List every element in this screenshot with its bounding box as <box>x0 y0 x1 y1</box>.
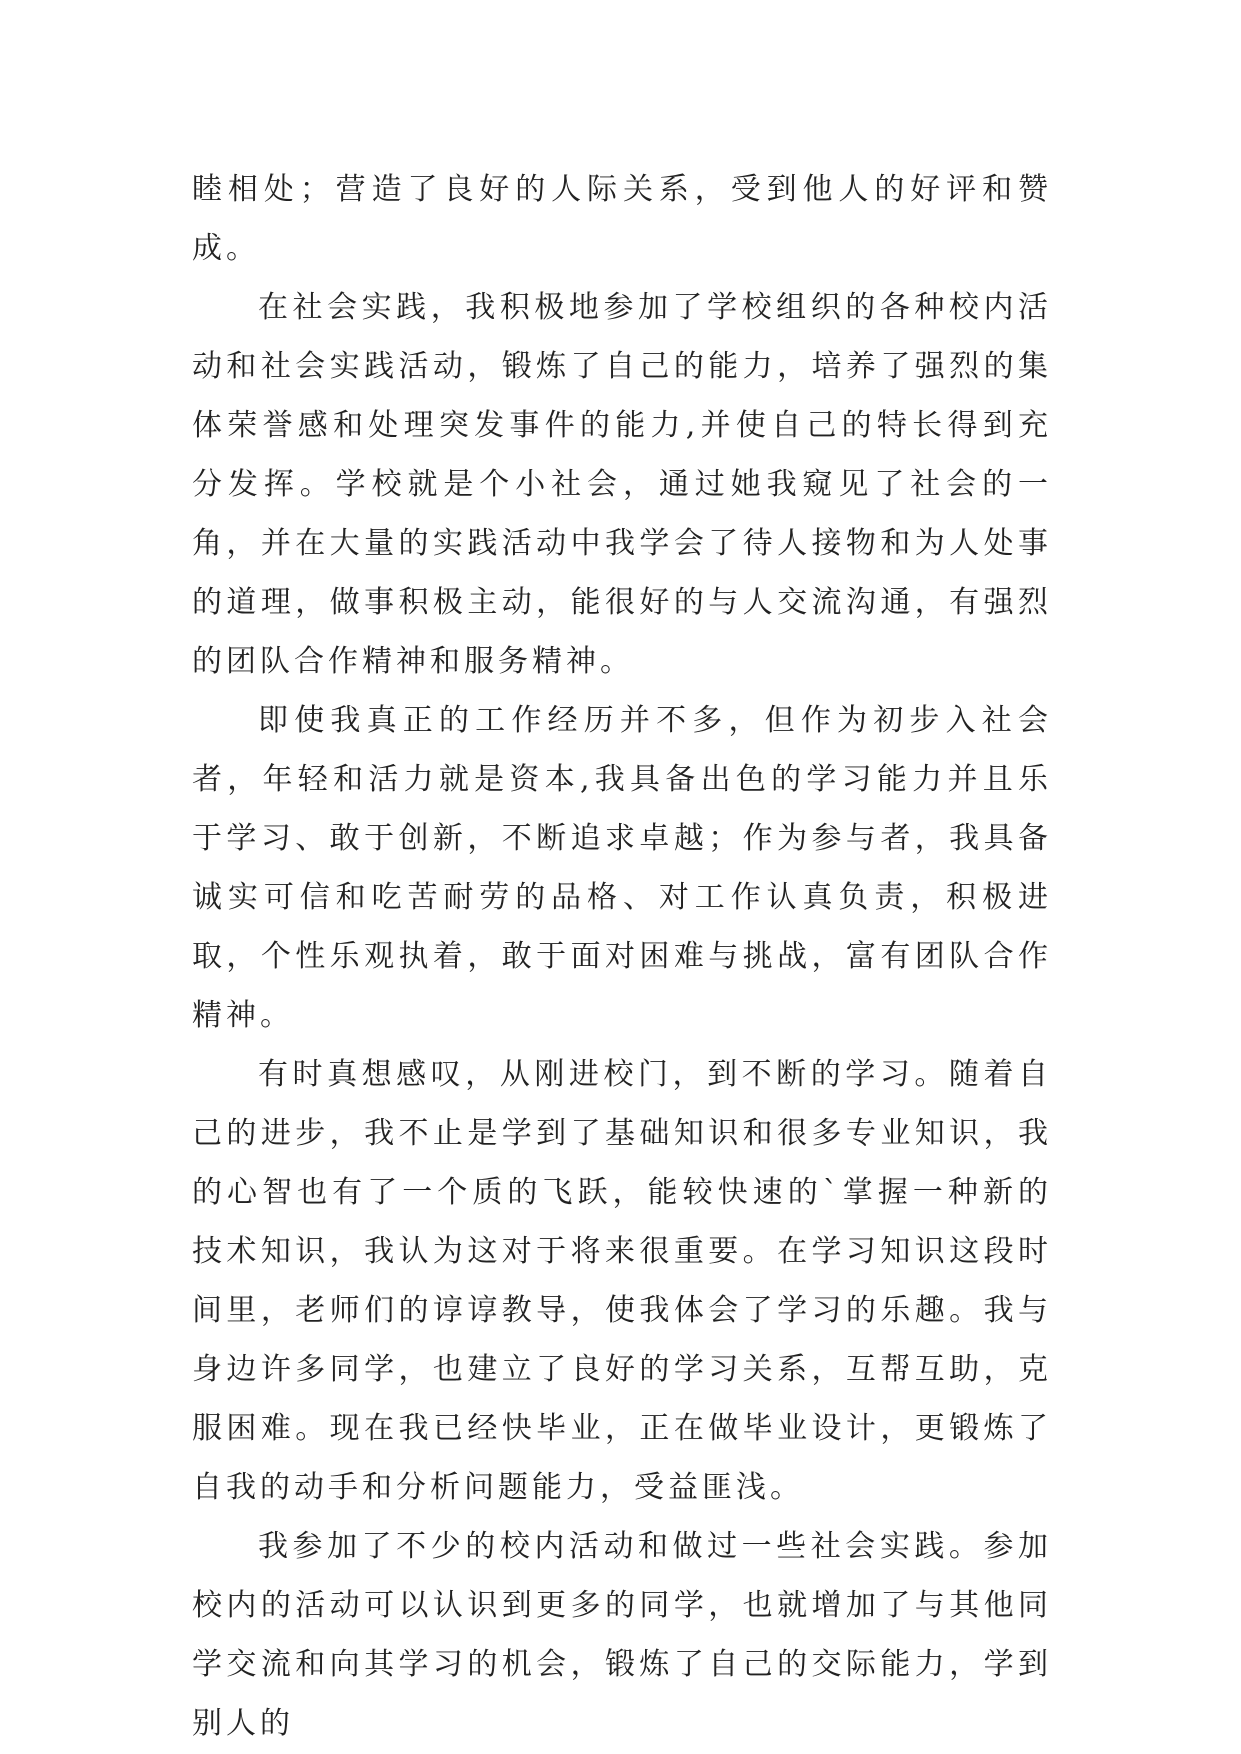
paragraph-3: 即使我真正的工作经历并不多，但作为初步入社会者，年轻和活力就是资本,我具备出色的学习能力并且乐于学习、敢于创新，不断追求卓越；作为参与者，我具备诚实可信和吃苦耐劳的品格、对工作认真负责，积极进取，个性乐观执着，敢于面对困难与挑战，富有团队合作精神。 <box>192 703 1052 1033</box>
paragraph-2: 在社会实践，我积极地参加了学校组织的各种校内活动和社会实践活动，锻炼了自己的能力，培养了强烈的集体荣誉感和处理突发事件的能力,并使自己的特长得到充分发挥。学校就是个小社会，通过她我窥见了社会的一角，并在大量的实践活动中我学会了待人接物和为人处事的道理，做事积极主动，能很好的与人交流沟通，有强烈的团队合作精神和服务精神。 <box>192 290 1052 679</box>
paragraph-4: 有时真想感叹，从刚进校门，到不断的学习。随着自己的进步，我不止是学到了基础知识和很多专业知识，我的心智也有了一个质的飞跃，能较快速的`掌握一种新的技术知识，我认为这对于将来很重要。在学习知识这段时间里，老师们的谆谆教导，使我体会了学习的乐趣。我与身边许多同学，也建立了良好的学习关系，互帮互助，克服困难。现在我已经快毕业，正在做毕业设计，更锻炼了自我的动手和分析问题能力，受益匪浅。 <box>192 1057 1052 1505</box>
paragraph-1: 睦相处；营造了良好的人际关系，受到他人的好评和赞成。 <box>192 172 1052 266</box>
document-body <box>192 160 1052 1753</box>
paragraph-5: 我参加了不少的校内活动和做过一些社会实践。参加校内的活动可以认识到更多的同学，也就增加了与其他同学交流和向其学习的机会，锻炼了自己的交际能力，学到别人的 <box>192 1529 1052 1741</box>
